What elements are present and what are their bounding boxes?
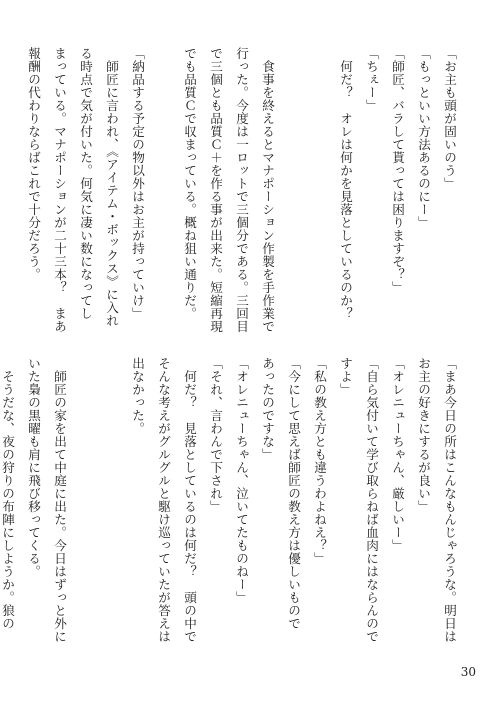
text-line: あったのですな」 (260, 357, 275, 461)
text-line: 行った。今度は一ロットで三個分である。三回目 (234, 47, 249, 333)
text-line: 師匠に言われ、《アイテム・ボックス》に入れ (104, 47, 119, 327)
text-line: で三個とも品質Ｃ＋を作る事が出来た。短縮再現 (208, 47, 223, 333)
text-line: 「もっといい方法あるのにー」 (416, 47, 431, 229)
text-line: そうだな、夜の狩りの布陣にしようか。狼の (0, 357, 15, 630)
text-line: 師匠の家を出て中庭に出た。今日はずっと外に (52, 357, 67, 643)
text-line: そんな考えがグルグルと駆け巡っていたが答えは (156, 357, 171, 643)
blank-line (306, 47, 332, 337)
upper-text-block (26, 47, 462, 337)
blank-line (98, 357, 124, 647)
text-line: まっている。マナポーションが二十三本？ まあ (52, 47, 67, 333)
text-line: 「ちぇー」 (364, 47, 379, 112)
blank-line (150, 47, 176, 337)
text-line: 「オレニューちゃん、泣いてたものねー」 (234, 357, 249, 604)
text-line: 「師匠、バラして貰っては困りますぞ？」 (390, 47, 405, 294)
page-number: 30 (460, 665, 476, 679)
text-line: 「自ら気付いて学び取らねば血肉にはならんので (364, 357, 379, 643)
text-line: 「私の教え方とも違うわよねえ？」 (312, 357, 327, 565)
text-line: 何だ？ 見落としているのは何だ？ 頭の中で (182, 357, 197, 643)
text-line: いた梟の黒曜も肩に飛び移ってくる。 (26, 357, 41, 578)
text-line: 「今にして思えば師匠の教え方は優しいもので (286, 357, 301, 630)
text-line: お主の好きにするが良い」 (416, 357, 431, 513)
text-line: 「納品する予定の物以外はお主が持っていけ」 (130, 47, 145, 320)
text-line: でも品質Ｃで収まっている。概ね狙い通りだ。 (182, 47, 197, 320)
text-line: 「お主も頭が固いのう」 (442, 47, 457, 190)
text-line: 出なかった。 (130, 357, 145, 435)
lower-text-block (0, 357, 462, 647)
blank-line (72, 357, 98, 647)
text-line: 食事を終えるとマナポーション作製を手作業で (260, 47, 275, 333)
blank-line (280, 47, 306, 337)
text-line: 報酬の代わりならばこれで十分だろう。 (26, 47, 41, 281)
text-line: 「オレニューちゃん、厳しいー」 (390, 357, 405, 552)
text-line: 「それ、言わんで下され」 (208, 357, 223, 513)
text-line: る時点で気が付いた。何気に凄い数になってし (78, 47, 93, 320)
text-line: 「まあ今日の所はこんなもんじゃろうな。明日は (442, 357, 457, 643)
text-line: 何だ？ オレは何かを見落としているのか？ (338, 47, 353, 320)
text-line: すよ」 (338, 357, 353, 396)
